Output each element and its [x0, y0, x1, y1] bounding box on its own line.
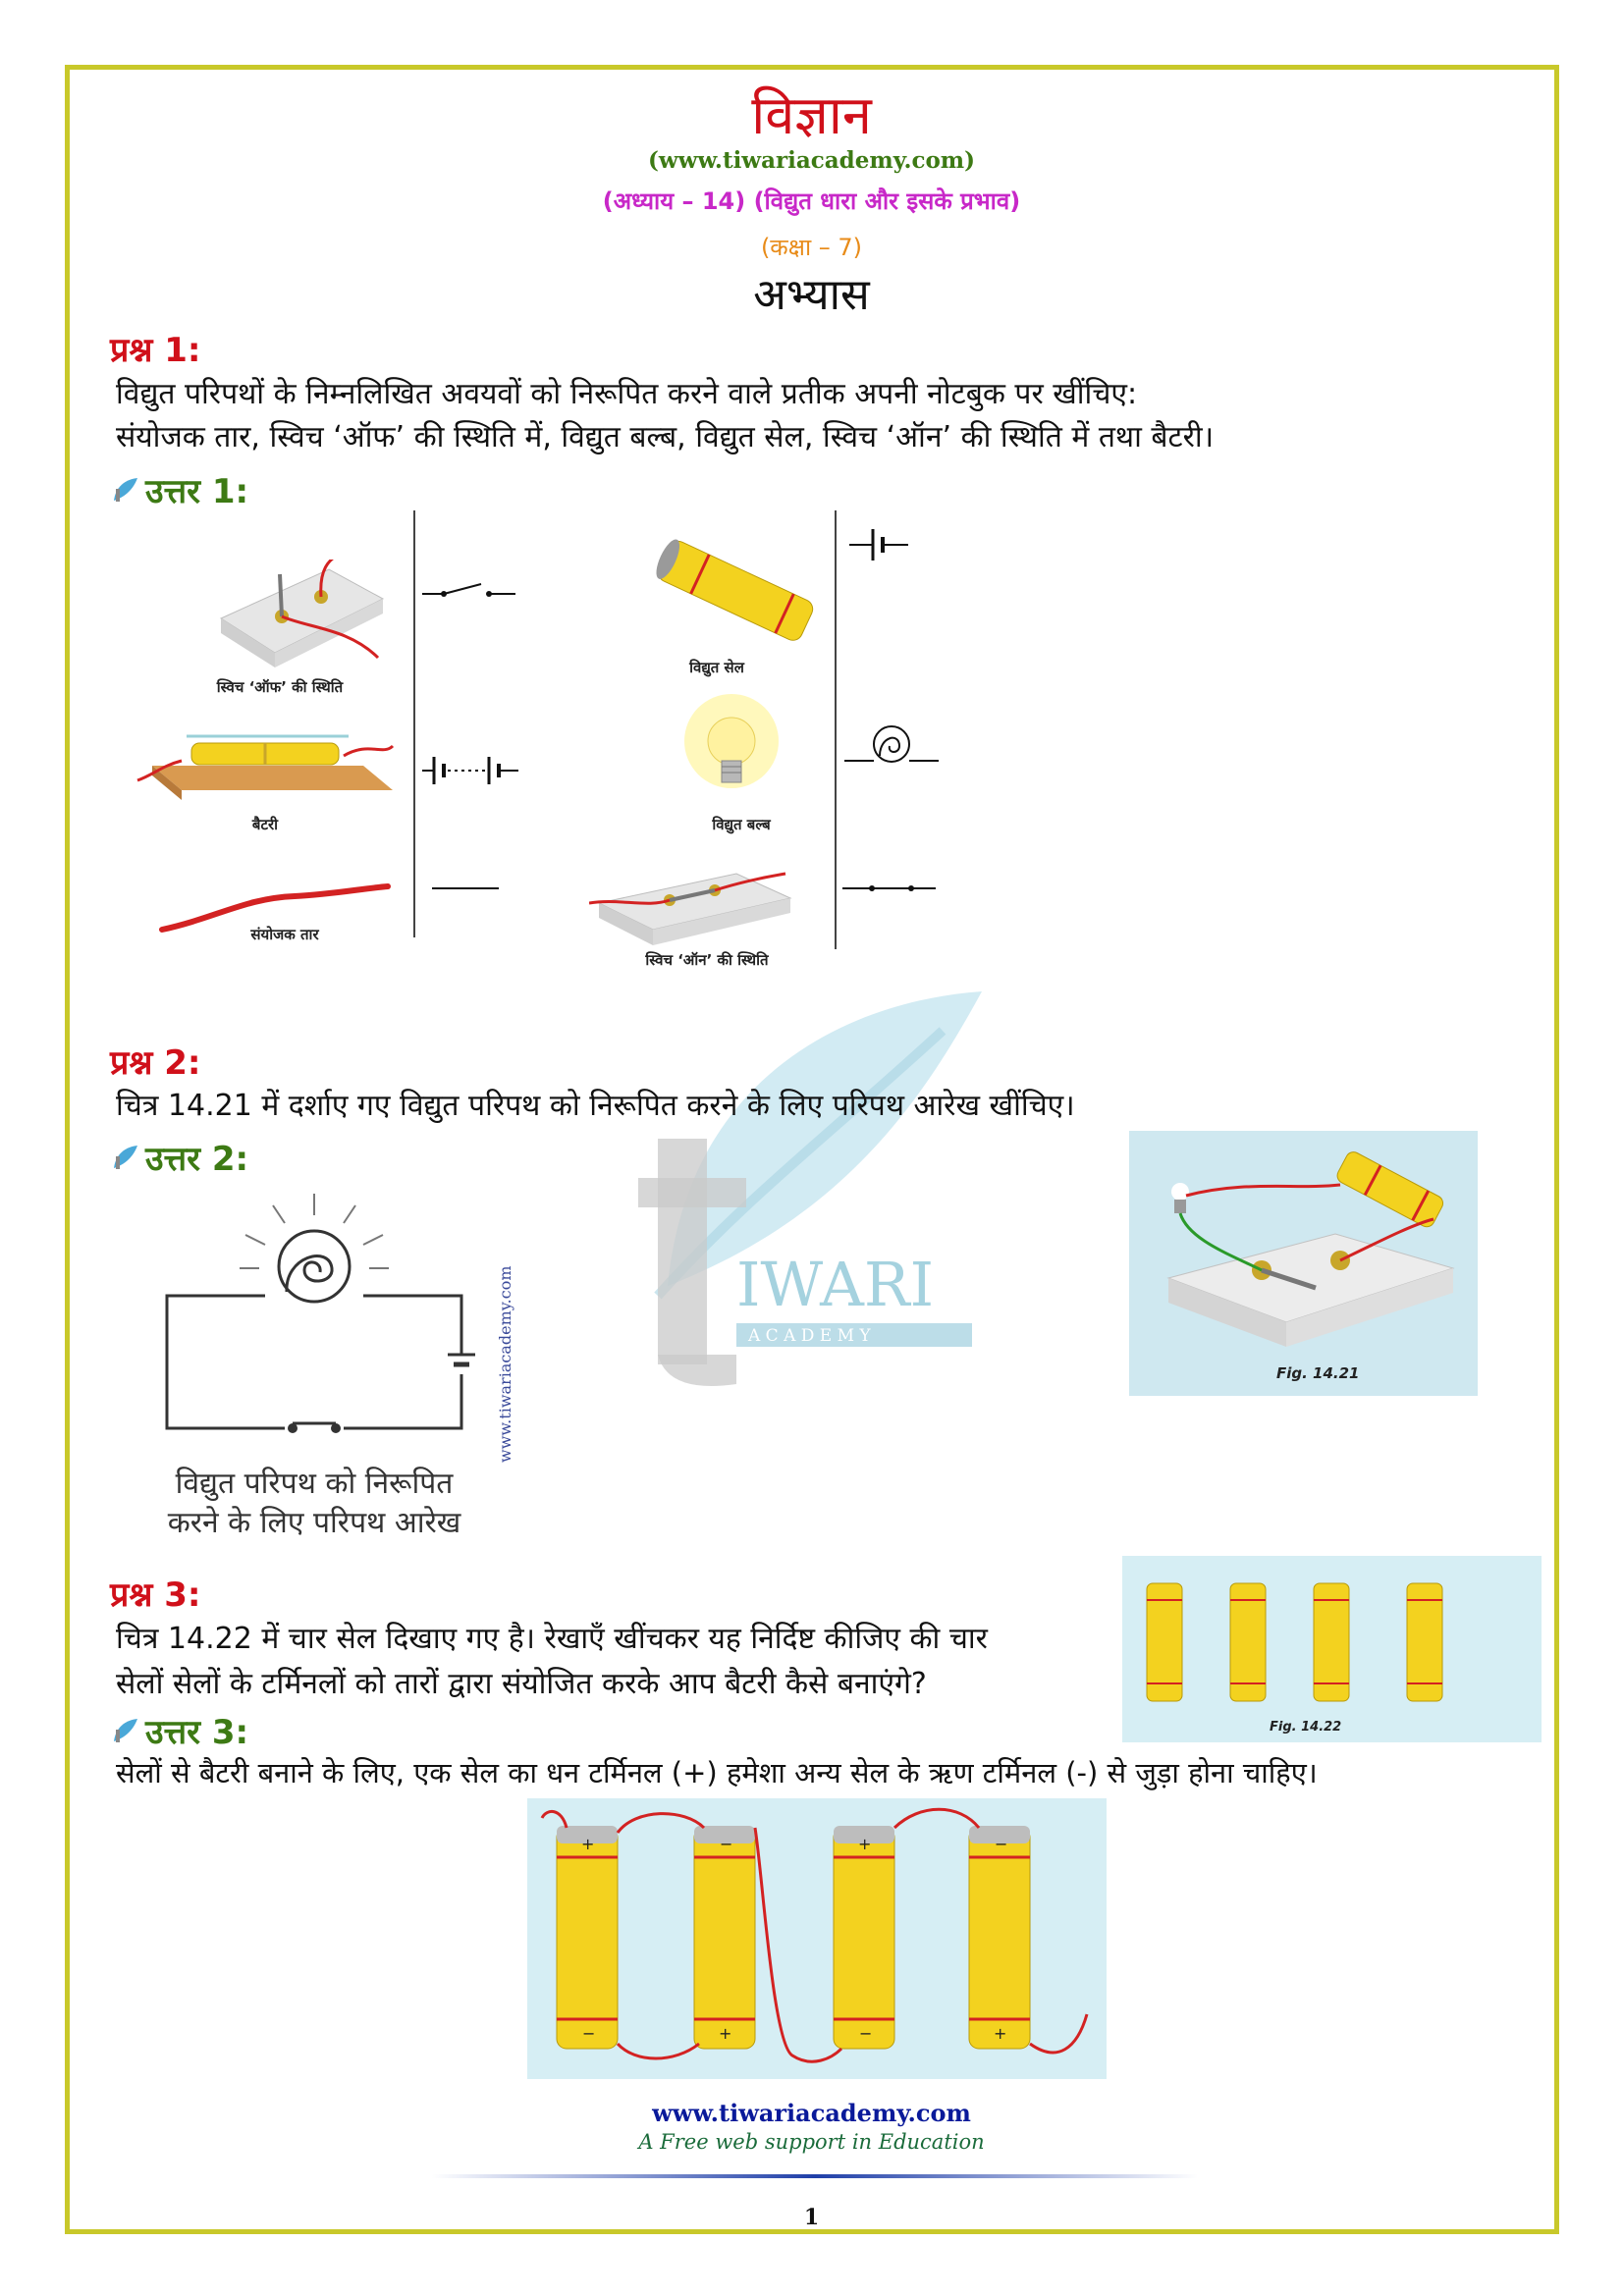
circuit-diagram: [147, 1188, 481, 1453]
answer-3-heading-row: [110, 1708, 248, 1753]
answer-2-heading-row: [110, 1135, 248, 1180]
caption-cell: विद्युत सेल: [689, 659, 744, 676]
switch-off-image: [211, 560, 388, 667]
grid-divider-left: [413, 510, 415, 937]
cell-image: [648, 525, 825, 653]
symbol-switch-on: [842, 879, 941, 898]
bulb-image: [677, 692, 785, 800]
svg-text:+: +: [858, 1835, 872, 1853]
question-3-heading: प्रश्न 3:: [110, 1575, 201, 1615]
answer-3-heading: उत्तर 3:: [145, 1713, 249, 1752]
symbol-bulb: [844, 717, 943, 775]
figure-14-21-image: [1129, 1131, 1478, 1396]
chapter-title: (अध्याय – 14) (विद्युत धारा और इसके प्रभाव): [602, 187, 1021, 215]
tiwari-leaf-icon: [110, 475, 139, 505]
svg-text:−: −: [582, 2024, 596, 2043]
page-number: 1: [803, 2205, 820, 2230]
caption-battery: बैटरी: [251, 816, 279, 833]
answer-3-text: सेलों से बैटरी बनाने के लिए, एक सेल का धन टर्मिनल (+) हमेशा अन्य सेल के ऋण टर्मिनल (-) से जुड़ा होना चाहिए।: [116, 1756, 1318, 1789]
symbol-cell: [849, 525, 918, 564]
svg-text:−: −: [720, 1835, 733, 1853]
answer-1-heading: उत्तर 1:: [145, 472, 249, 511]
caption-wire: संयोजक तार: [250, 926, 319, 943]
figure-14-21-label: Fig. 14.21: [1276, 1364, 1360, 1382]
svg-text:−: −: [859, 2024, 873, 2043]
diagram-caption-line-1: विद्युत परिपथ को निरूपित: [175, 1467, 454, 1501]
symbol-wire: [432, 879, 501, 898]
battery-image: [133, 721, 398, 800]
figure-14-22-label: Fig. 14.22: [1270, 1720, 1342, 1735]
question-3-line-1: चित्र 14.22 में चार सेल दिखाए गए है। रेखाएँ खींचकर यह निर्दिष्ट कीजिए की चार: [116, 1622, 988, 1656]
symbol-switch-off: [422, 579, 520, 609]
watermark-name: IWARI: [736, 1249, 935, 1320]
diagram-caption: [147, 1465, 481, 1543]
question-2-line-1: चित्र 14.21 में दर्शाए गए विद्युत परिपथ को निरूपित करने के लिए परिपथ आरेख खींचिए।: [116, 1089, 1075, 1123]
class-label: (कक्षा – 7): [760, 234, 863, 261]
tiwari-leaf-icon: [110, 1716, 139, 1745]
caption-switch-on: स्विच ‘ऑन’ की स्थिति: [645, 951, 769, 969]
diagram-caption-line-2: करने के लिए परिपथ आरेख: [167, 1506, 461, 1540]
answer-2-heading: उत्तर 2:: [145, 1140, 249, 1179]
figure-14-22-image: [1122, 1556, 1542, 1742]
svg-text:−: −: [995, 1835, 1008, 1853]
question-3-line-2: सेलों सेलों के टर्मिनलों को तारों द्वारा संयोजित करके आप बैटरी कैसे बनाएंगे?: [116, 1667, 927, 1701]
watermark-sub: A C A D E M Y: [748, 1326, 871, 1346]
footer-website[interactable]: www.tiwariacademy.com: [652, 2099, 971, 2127]
footer-divider: [432, 2171, 1198, 2181]
caption-bulb: विद्युत बल्ब: [712, 816, 771, 833]
grid-divider-right: [835, 510, 837, 949]
footer-tagline: A Free web support in Education: [638, 2130, 985, 2154]
question-1-heading: प्रश्न 1:: [110, 331, 201, 370]
battery-connection-image: [527, 1798, 1107, 2079]
exercise-title: अभ्यास: [753, 270, 870, 320]
tiwari-watermark-logo: [628, 962, 1001, 1394]
symbol-battery: [422, 751, 520, 790]
switch-on-image: [589, 869, 795, 947]
tiwari-leaf-icon: [110, 1143, 139, 1172]
question-1-line-2: संयोजक तार, स्विच ‘ऑफ’ की स्थिति में, विद्युत बल्ब, विद्युत सेल, स्विच ‘ऑन’ की स्थिति में तथा बैटरी।: [116, 420, 1215, 454]
header-website[interactable]: (www.tiwariacademy.com): [647, 147, 976, 174]
caption-switch-off: स्विच ‘ऑफ’ की स्थिति: [216, 678, 344, 696]
svg-text:+: +: [719, 2024, 732, 2043]
svg-text:+: +: [994, 2024, 1007, 2043]
question-2-heading: प्रश्न 2:: [110, 1043, 201, 1083]
subject-title: विज्ञान: [751, 84, 872, 146]
answer-1-heading-row: [110, 467, 248, 512]
question-1-line-1: विद्युत परिपथों के निम्नलिखित अवयवों को निरूपित करने वाले प्रतीक अपनी नोटबुक पर खींचिए:: [116, 377, 1138, 411]
svg-text:+: +: [581, 1835, 595, 1853]
diagram-watermark-text: www.tiwariacademy.com: [496, 1265, 514, 1463]
